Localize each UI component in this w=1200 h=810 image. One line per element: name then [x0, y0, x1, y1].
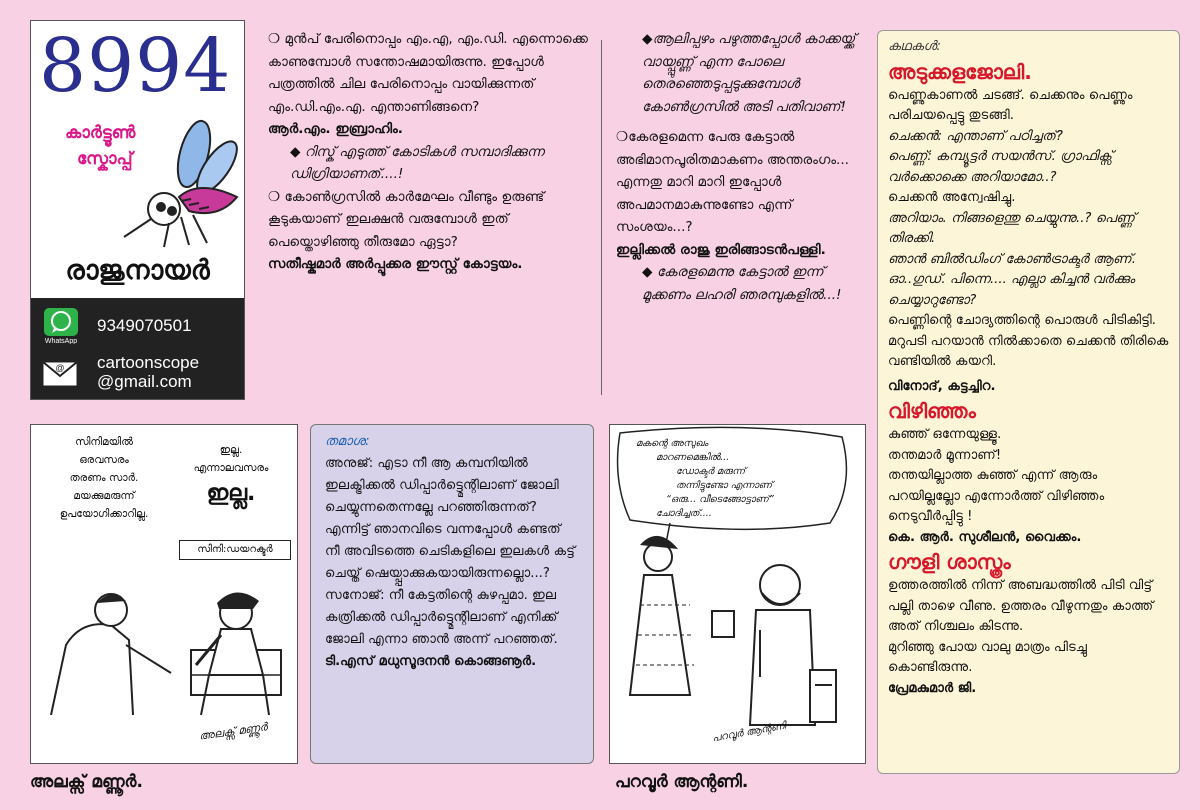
email-address[interactable] — [97, 354, 199, 391]
cartoon-2-caption: പറവൂർ ആന്റണി. — [615, 772, 749, 792]
speech-line: തരണം സാർ. — [69, 472, 139, 484]
letter-3 — [616, 126, 868, 239]
speech-line: മാറണമെങ്കിൽ... — [656, 452, 730, 463]
reply-1-text: റിസ്ക് എടുത്ത് കോടികൾ സമ്പാദിക്കുന്ന ഡിഗ്രിയാണത്....! — [290, 143, 544, 182]
brand-title-line2: സ്കോപ്പ് — [77, 149, 133, 169]
speech-line: സിനിമയിൽ — [75, 436, 133, 448]
director-sign: സിനി:ഡയറക്ടർ — [179, 540, 291, 560]
story-line: ചെക്കൻ: എന്താണ് പഠിച്ചത്? — [888, 128, 1063, 144]
letters-column-1 — [268, 28, 588, 276]
story-2-title: വിഴിഞ്ഞം — [888, 399, 976, 423]
contact-panel — [31, 298, 244, 399]
columnist-name: രാജുനായർ — [65, 255, 210, 286]
cartoon-1-speech-left — [43, 433, 165, 523]
bullet-circle-icon: ❍ — [616, 129, 629, 145]
story-line: തന്തമാർ മൂന്നാണ്! — [888, 447, 1002, 463]
reply-3 — [616, 261, 868, 306]
whatsapp-icon — [41, 308, 81, 344]
svg-text:@: @ — [55, 362, 65, 373]
speech-line: “ഒരു... വീടെങ്ങോട്ടാണ്” — [666, 494, 774, 505]
story-line: ഓ..ഗുഡ്. പിന്നെ.... എല്ലാ കിച്ചൻ വർക്കും ചെയ്യാറുണ്ടോ? — [888, 272, 1135, 308]
speech-line: എന്നാലവസരം — [193, 462, 269, 474]
mosquito-icon — [119, 119, 244, 249]
speech-line: മകന്റെ അസുഖം — [636, 438, 708, 449]
letter-2 — [268, 186, 588, 254]
email-row — [31, 354, 244, 391]
letter-1-text: മുൻപ് പേരിനൊപ്പം എം.എ, എം.ഡി. എന്നൊക്കെ കാണുമ്പോൾ സന്തോഷമായിരുന്നു. ഇപ്പോൾ പത്രത്തിൽ ചില പേരിനൊപ്പം വായിക്കുന്നത് എം.ഡി.എം.എ. എന്താണിങ്ങനെ? — [268, 31, 588, 115]
speech-line: ഡോക്ടർ മരുന്ന് — [676, 466, 746, 477]
story-line: പെണ്ണ്: കമ്പ്യൂട്ടർ സയൻസ്. ഗ്രാഫിക്സ് വർക്കൊക്കെ അറിയാമോ..? — [888, 149, 1113, 185]
story-3-title: ഗൗളി ശാസ്ത്രം — [888, 550, 1011, 574]
letter-2-text: കോൺഗ്രസിൽ കാർമേഘം വീണ്ടും ഉരുണ്ട് കൂടുകയാണ് ഇലക്ഷൻ വരുമ്പോൾ ഇത് പെയ്തൊഴിഞ്ഞു തീരുമോ ഏട്ടാ? — [268, 188, 545, 250]
joke-author: ടി.എസ് മധുസൂദനൻ കൊങ്ങണൂർ. — [325, 654, 537, 669]
story-1-body — [888, 86, 1169, 373]
brand-title-line1: കാർട്ടൂൺ — [65, 123, 136, 143]
story-line: ചെക്കൻ അന്വേഷിച്ചു. — [888, 190, 1016, 205]
email-line1: cartoonscope — [97, 353, 200, 372]
cartoon-1-frame — [30, 424, 298, 764]
masthead-box — [30, 20, 245, 400]
story-1-author: വിനോദ്, കട്ടച്ചിറ. — [888, 378, 996, 394]
diamond-icon: ◆ — [642, 31, 653, 47]
email-line2: @gmail.com — [97, 371, 192, 391]
whatsapp-label: WhatsApp — [44, 338, 78, 344]
speech-line: ഒരവസരം — [79, 454, 129, 466]
joke-text-2: സനോജ്: നീ കേട്ടതിന്റെ കുഴപ്പമാ. ഇല കത്രിക്കൽ ഡിപ്പാർട്ട്മെന്റിലാണ് എനിക്ക് ജോലി എന്നാ ഞാൻ അന്ന് പറഞ്ഞത്. — [325, 588, 558, 647]
column-divider — [601, 40, 602, 395]
story-line: കുഞ്ഞ് ഒന്നേയുള്ളൂ. — [888, 427, 1002, 442]
bullet-circle-icon: ❍ — [268, 31, 285, 47]
story-2-author: കെ. ആർ. സുശീലൻ, വൈക്കം. — [888, 529, 1082, 545]
speech-line: ഇല്ല. — [219, 444, 243, 456]
diamond-icon: ◆ — [642, 264, 657, 280]
reply-3-text: കേരളമെന്നു കേട്ടാൽ ഇന്ന് മൂക്കണം ലഹരി ഞരമ്പുകളിൽ...! — [642, 264, 842, 303]
cartoon-2-signature: പറവൂർ ആന്റണി — [711, 720, 787, 745]
story-line: പെണ്ണിന്റെ ചോദ്യത്തിന്റെ പൊരുൾ പിടികിട്ടി. മറുപടി പറയാൻ നിൽക്കാതെ ചെക്കൻ തിരികെ വണ്ടിയിൽ കയറി. — [888, 313, 1169, 369]
stories-section-label: കഥകൾ: — [888, 39, 941, 54]
story-line: ഉത്തരത്തിൽ നിന്ന് അബദ്ധത്തിൽ പിടി വിട്ട് പല്ലി താഴെ വീണു. ഉത്തരം വീഴുന്നതും കാത്ത് അത് നിശ്ചലം കിടന്നു. — [888, 578, 1154, 634]
speech-big-line: ഇല്ല. — [206, 481, 256, 506]
letter-1-sender: ആർ.എം. ഇബ്രാഹിം. — [268, 121, 403, 137]
cartoon-2-frame — [609, 424, 866, 764]
story-3-body — [888, 576, 1169, 679]
letters-column-2 — [616, 28, 868, 306]
reply-1 — [268, 141, 588, 186]
cartoon-1-signature: അലക്സ് മണ്ണൂർ — [198, 720, 269, 743]
letter-3-sender: ഇല്ലിക്കൽ രാജു ഇരിങ്ങാടൻപള്ളി. — [616, 241, 826, 258]
story-line: അറിയാം. നിങ്ങളെന്തു ചെയ്യുന്നു..? പെണ്ണ് തിരക്കി. — [888, 210, 1135, 246]
cartoon-2-speech — [636, 437, 836, 521]
joke-box — [310, 424, 594, 764]
cartoon-1-speech-right — [181, 441, 281, 511]
speech-line: മയക്കുമരുന്ന് — [73, 490, 135, 502]
issue-number: 8994 — [39, 23, 232, 109]
speech-line: ഉപയോഗിക്കാറില്ല. — [59, 508, 149, 520]
story-line: ഞാൻ ബിൽഡിംഗ് കോൺട്രാക്ടർ ആണ്. — [888, 251, 1136, 267]
joke-label: തമാശ: — [325, 434, 370, 449]
story-3-author: പ്രേമകുമാർ ജി. — [888, 680, 977, 696]
letter-1 — [268, 28, 588, 118]
story-line: മുറിഞ്ഞു പോയ വാലു മാത്രം പിടച്ചു കൊണ്ടിരുന്നു. — [888, 639, 1088, 675]
reply-2-text: ആലിപ്പഴം പഴുത്തപ്പോൾ കാക്കയ്ക്ക് വായ്പ്പുണ്ണ് എന്ന പോലെ തെരഞ്ഞെടുപ്പടുക്കുമ്പോൾ കോൺഗ്രസിൽ അടി പതിവാണ്! — [642, 31, 856, 115]
joke-text-1: അനുജ്: എടാ നീ ആ കമ്പനിയിൽ ഇലക്ട്രിക്കൽ ഡിപ്പാർട്ട്മെന്റിലാണ് ജോലി ചെയ്യുന്നതെന്നല്ലേ പറഞ്ഞിരുന്നത്? എന്നിട്ട് ഞാനവിടെ വന്നപ്പോൾ കണ്ടത് നീ അവിടത്തെ ചെടികളിലെ ഇലകൾ കട്ട് ചെയ്ത് ഷെയ്പ്പാക്കുകയായിരുന്നല്ലൊ...? — [325, 456, 576, 581]
letter-3-text: കേരളമെന്ന പേരു കേട്ടാൽ അഭിമാനപൂരിതമാകണം അന്തരംഗം... എന്നതു മാറി മാറി ഇപ്പോൾ അപമാനമാകുന്നുണ്ടോ എന്ന് സംശയം...? — [616, 129, 849, 235]
speech-line: തന്നിട്ടുണ്ടോ എന്നാണ് — [676, 480, 773, 491]
story-line: തന്തയില്ലാത്ത കുഞ്ഞ് എന്ന് ആരും പറയില്ലല്ലോ എന്നോർത്ത് വിഴിഞ്ഞം നെടുവീർപ്പിട്ടു ! — [888, 468, 1105, 524]
speech-line: ചോദിച്ചത്.... — [656, 508, 712, 519]
cartoon-1-drawing — [41, 565, 291, 715]
story-line: പെണ്ണുകാണൽ ചടങ്ങ്. ചെക്കനും പെണ്ണും പരിചയപ്പെട്ടു തുടങ്ങി. — [888, 87, 1133, 123]
email-icon — [41, 355, 81, 391]
phone-row — [31, 308, 244, 344]
bullet-circle-icon: ❍ — [268, 188, 285, 205]
story-1-title: അടുക്കളജോലി. — [888, 59, 1032, 84]
phone-number[interactable]: 9349070501 — [97, 315, 192, 335]
diamond-icon: ◆ — [290, 143, 305, 160]
cartoon-1-caption: അലക്സ് മണ്ണൂർ. — [30, 772, 143, 792]
stories-box — [877, 30, 1180, 774]
reply-2 — [616, 28, 868, 118]
story-2-body — [888, 425, 1169, 528]
letter-2-sender: സതീഷ്കുമാർ അർപ്പൂക്കര ഈസ്റ്റ് കോട്ടയം. — [268, 256, 523, 272]
